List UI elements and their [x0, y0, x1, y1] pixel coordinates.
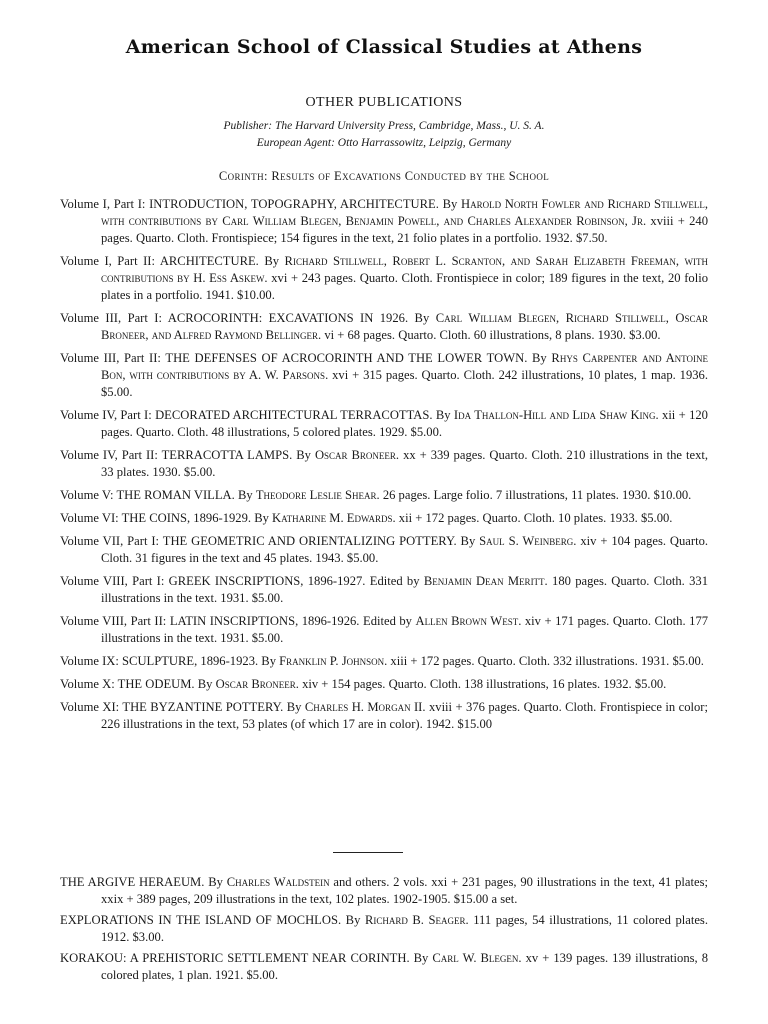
publication-entry — [60, 874, 708, 908]
volume-title: THE COINS, 1896-1929. — [121, 511, 252, 525]
volume-entry — [60, 447, 708, 481]
volume-title: TERRACOTTA LAMPS. — [161, 448, 293, 462]
publication-authors: Carl W. Blegen. — [432, 951, 522, 965]
volume-label: Volume VIII, Part I: — [60, 574, 165, 588]
volume-authors: Ida Thallon-Hill and Lida Shaw King. — [453, 408, 659, 422]
by-label: Edited by — [363, 614, 412, 628]
agent-line: European Agent: Otto Harrassowitz, Leipzig, Germany — [256, 137, 512, 149]
by-label: By — [286, 700, 302, 714]
volume-entry — [60, 510, 708, 527]
by-label: By — [208, 875, 223, 889]
masthead: American School of Classical Studies at Athens — [125, 36, 643, 58]
volume-title: THE BYZANTINE POTTERY. — [122, 700, 284, 714]
volume-entry — [60, 407, 708, 441]
publisher-line: Publisher: The Harvard University Press, Cambridge, Mass., U. S. A. — [223, 120, 545, 132]
volume-label: Volume VIII, Part II: — [60, 614, 167, 628]
volume-authors: Franklin P. Johnson. — [279, 654, 388, 668]
volume-label: Volume IV, Part II: — [60, 448, 158, 462]
volume-label: Volume XI: — [60, 700, 120, 714]
by-label: By — [345, 913, 361, 927]
publication-title: KORAKOU: A PREHISTORIC SETTLEMENT NEAR CORINTH. — [60, 951, 410, 965]
volume-authors: Benjamin Dean Meritt. — [423, 574, 548, 588]
volume-details: xiv + 171 pages. Quarto. Cloth. 177 illustrations in the text. 1931. $5.00. — [101, 614, 709, 645]
volume-entry — [60, 487, 708, 504]
volume-authors: Theodore Leslie Shear. — [255, 488, 380, 502]
by-label: By — [460, 534, 476, 548]
publication-details: xv + 139 pages. 139 illustrations, 8 colored plates, 1 plan. 1921. $5.00. — [101, 951, 709, 982]
volume-details: xvi + 315 pages. Quarto. Cloth. 242 illustrations, 10 plates, 1 map. 1936. $5.00. — [101, 368, 708, 399]
publication-details: and others. 2 vols. xxi + 231 pages, 90 illustrations in the text, 41 plates; xxix + 389 pages, 209 illustrations in the text, 102 plates. 1902-1905. $15.00 a set. — [101, 875, 708, 906]
by-label: By — [532, 351, 547, 365]
volume-authors: Katharine M. Edwards. — [272, 511, 396, 525]
by-label: By — [442, 197, 458, 211]
volume-details: vi + 68 pages. Quarto. Cloth. 60 illustrations, 8 plans. 1930. $3.00. — [324, 328, 661, 342]
volume-authors: Carl William Blegen, Richard Stillwell, Oscar Broneer, and Alfred Raymond Bellinger. — [101, 311, 708, 342]
volume-title: THE ROMAN VILLA. — [116, 488, 235, 502]
volume-details: xvi + 243 pages. Quarto. Cloth. Frontispiece in color; 189 figures in the text, 20 folio plates in a portfolio. 1941. $10.00. — [101, 271, 709, 302]
by-label: By — [296, 448, 311, 462]
volume-details: xiii + 172 pages. Quarto. Cloth. 332 illustrations. 1931. $5.00. — [390, 654, 704, 668]
publication-entry — [60, 912, 708, 946]
volume-details: 180 pages. Quarto. Cloth. 331 illustrations in the text. 1931. $5.00. — [101, 574, 709, 605]
by-label: By — [254, 511, 269, 525]
volume-entry — [60, 573, 708, 607]
volume-label: Volume I, Part I: — [60, 197, 146, 211]
publication-title: THE ARGIVE HERAEUM. — [60, 875, 205, 889]
by-label: By — [261, 654, 276, 668]
volume-entry — [60, 676, 708, 693]
volume-authors: Saul S. Weinberg. — [479, 534, 577, 548]
volume-label: Volume VI: — [60, 511, 119, 525]
by-label: By — [237, 488, 253, 502]
volume-authors: Harold North Fowler and Richard Stillwell, with contributions by Carl William Blegen, Benjamin Powell, and Charles Alexander Robinson, Jr. — [101, 197, 709, 228]
volume-entry — [60, 196, 708, 247]
section-heading: Corinth: Results of Excavations Conducted by the School — [218, 169, 550, 183]
volume-authors: Richard Stillwell, Robert L. Scranton, and Sarah Elizabeth Freeman, with contributions by H. Ess Askew. — [101, 254, 708, 285]
volume-details: xviii + 240 pages. Quarto. Cloth. Frontispiece; 154 figures in the text, 21 folio plates in a portfolio. 1932. $7.50. — [101, 214, 708, 245]
by-label: By — [435, 408, 451, 422]
volume-title: SCULPTURE, 1896-1923. — [122, 654, 259, 668]
volume-details: 26 pages. Large folio. 7 illustrations, 11 plates. 1930. $10.00. — [382, 488, 692, 502]
volume-details: xviii + 376 pages. Quarto. Cloth. Frontispiece in color; 226 illustrations in the text, 53 plates (of which 17 are in color). 1942. $15.00 — [101, 700, 708, 731]
volume-details: xiv + 154 pages. Quarto. Cloth. 138 illustrations, 16 plates. 1932. $5.00. — [302, 677, 667, 691]
volume-title: DECORATED ARCHITECTURAL TERRACOTTAS. — [155, 408, 433, 422]
volume-entry — [60, 310, 708, 344]
volume-title: GREEK INSCRIPTIONS, 1896-1927. — [168, 574, 366, 588]
by-label: By — [413, 951, 429, 965]
volume-label: Volume IX: — [60, 654, 119, 668]
volume-entry — [60, 350, 708, 401]
by-label: By — [197, 677, 213, 691]
volume-title: THE DEFENSES OF ACROCORINTH AND THE LOWER TOWN. — [165, 351, 528, 365]
volume-title: ARCHITECTURE. — [159, 254, 259, 268]
volume-entry — [60, 533, 708, 567]
volume-title: THE GEOMETRIC AND ORIENTALIZING POTTERY. — [162, 534, 457, 548]
volume-label: Volume IV, Part I: — [60, 408, 152, 422]
by-label: By — [264, 254, 280, 268]
volume-label: Volume I, Part II: — [60, 254, 155, 268]
volume-details: xii + 120 pages. Quarto. Cloth. 48 illustrations, 5 colored plates. 1929. $5.00. — [101, 408, 708, 439]
volume-authors: Allen Brown West. — [415, 614, 522, 628]
divider — [333, 852, 403, 853]
volume-authors: Charles H. Morgan II. — [304, 700, 426, 714]
volume-entry — [60, 653, 708, 670]
volume-details: xii + 172 pages. Quarto. Cloth. 10 plates. 1933. $5.00. — [398, 511, 673, 525]
by-label: Edited by — [369, 574, 420, 588]
volume-details: xx + 339 pages. Quarto. Cloth. 210 illustrations in the text, 33 plates. 1930. $5.00. — [101, 448, 709, 479]
volume-label: Volume III, Part I: — [60, 311, 162, 325]
volume-authors: Rhys Carpenter and Antoine Bon, with contributions by A. W. Parsons. — [101, 351, 709, 382]
volume-authors: Oscar Broneer. — [215, 677, 299, 691]
by-label: By — [414, 311, 430, 325]
volume-label: Volume VII, Part I: — [60, 534, 160, 548]
volume-label: Volume X: — [60, 677, 115, 691]
corinth-volume-list — [60, 196, 708, 739]
publication-title: EXPLORATIONS IN THE ISLAND OF MOCHLOS. — [60, 913, 342, 927]
page-title: OTHER PUBLICATIONS — [305, 95, 463, 110]
publication-authors: Charles Waldstein — [226, 875, 330, 889]
volume-authors: Oscar Broneer. — [314, 448, 400, 462]
publication-authors: Richard B. Seager. — [364, 913, 469, 927]
volume-title: THE ODEUM. — [117, 677, 195, 691]
volume-label: Volume V: — [60, 488, 114, 502]
volume-entry — [60, 699, 708, 733]
volume-details: xiv + 104 pages. Quarto. Cloth. 31 figures in the text and 45 plates. 1943. $5.00. — [101, 534, 709, 565]
volume-label: Volume III, Part II: — [60, 351, 161, 365]
volume-title: LATIN INSCRIPTIONS, 1896-1926. — [169, 614, 360, 628]
other-publications-list — [60, 874, 708, 988]
volume-title: ACROCORINTH: EXCAVATIONS IN 1926. — [167, 311, 409, 325]
volume-entry — [60, 613, 708, 647]
volume-title: INTRODUCTION, TOPOGRAPHY, ARCHITECTURE. — [149, 197, 439, 211]
volume-entry — [60, 253, 708, 304]
publication-details: 111 pages, 54 illustrations, 11 colored plates. 1912. $3.00. — [101, 913, 708, 944]
publication-entry — [60, 950, 708, 984]
